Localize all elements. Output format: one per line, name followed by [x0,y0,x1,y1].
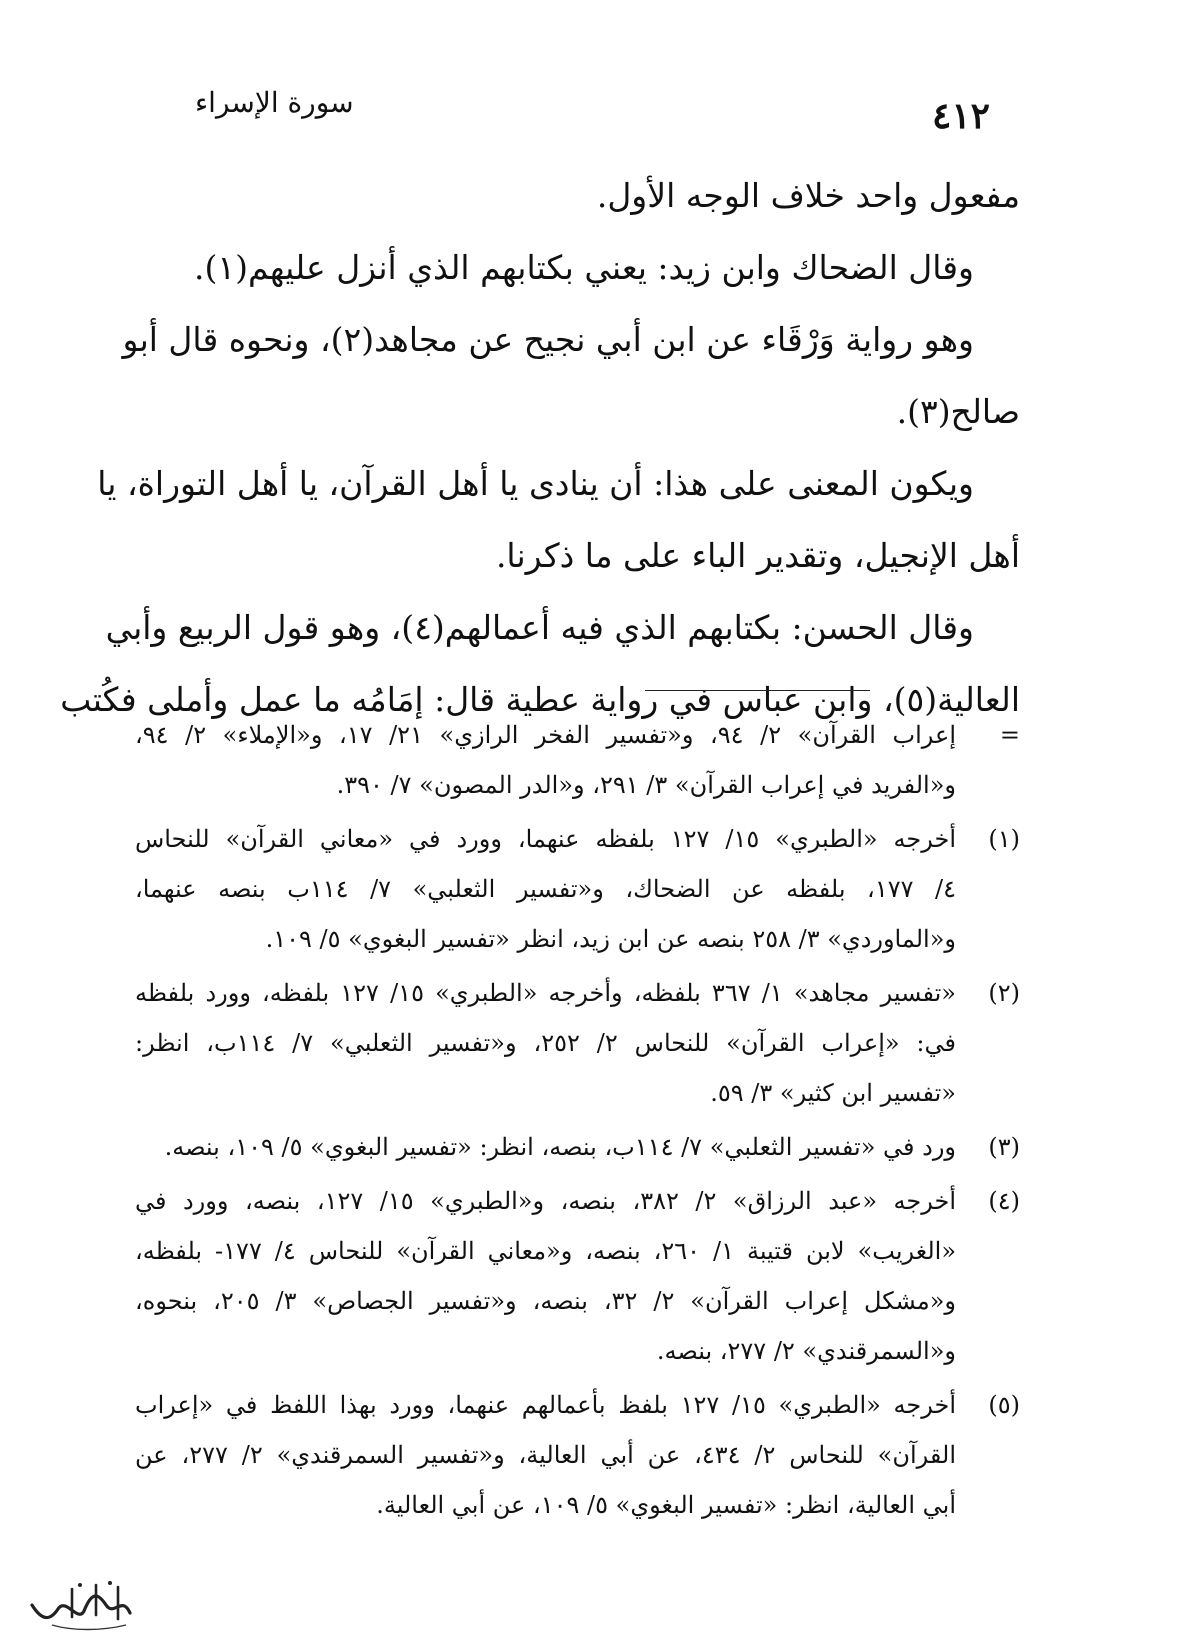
main-line: وقال الحسن: بكتابهم الذي فيه أعمالهم(٤)، وهو قول الربيع وأبي [105,608,974,647]
footnote-line: في: «إعراب القرآن» للنحاس ٢/ ٢٥٢، و«تفسير الثعلبي» ٧/ ١١٤ب، انظر: [135,1029,956,1057]
footnote-line: أخرجه «الطبري» ١٥/ ١٢٧ بلفظ بأعمالهم عنهما، وورد بهذا اللفظ في «إعراب [135,1391,956,1419]
footnote-line: أبي العالية، انظر: «تفسير البغوي» ٥/ ١٠٩، عن أبي العالية. [376,1491,956,1519]
footnote-line: و«السمرقندي» ٢/ ٢٧٧، بنصه. [656,1337,956,1365]
footnote-3 [135,1122,1020,1172]
main-line: ويكون المعنى على هذا: أن ينادى يا أهل القرآن، يا أهل التوراة، يا [97,464,974,503]
footnotes [135,710,1020,1534]
footnote-2 [135,968,1020,1118]
main-text [60,160,1020,736]
footnote-line: القرآن» للنحاس ٢/ ٤٣٤، عن أبي العالية، و«تفسير السمرقندي» ٢/ ٢٧٧، عن [135,1441,957,1469]
running-header-surah-title: سورة الإسراء [195,86,354,119]
footnote-1 [135,814,1020,964]
footnote-line: و«الفريد في إعراب القرآن» ٣/ ٢٩١، و«الدر المصون» ٧/ ٣٩٠. [336,771,956,799]
footnote-line: إعراب القرآن» ٢/ ٩٤، و«تفسير الفخر الرازي» ٢١/ ١٧، و«الإملاء» ٢/ ٩٤، [135,721,957,749]
footnote-continued [135,710,1020,810]
footnote-marker: = [999,721,1020,749]
page-number: ٤١٢ [931,95,990,137]
main-line: وقال الضحاك وابن زيد: يعني بكتابهم الذي أنزل عليهم(١). [193,248,974,287]
footnote-5 [135,1380,1020,1530]
footnote-marker: (٤) [988,1187,1020,1215]
footnote-line: «تفسير ابن كثير» ٣/ ٥٩. [710,1079,956,1107]
main-line: أهل الإنجيل، وتقدير الباء على ما ذكرنا. [495,536,1020,575]
main-line: وهو رواية وَرْقَاء عن ابن أبي نجيح عن مجاهد(٢)، ونحوه قال أبو [122,320,974,359]
footnote-4 [135,1176,1020,1376]
footnote-marker: (٣) [988,1133,1020,1161]
footnote-line: أخرجه «عبد الرزاق» ٢/ ٣٨٢، بنصه، و«الطبري» ١٥/ ١٢٧، بنصه، وورد في [135,1187,957,1215]
footnote-line: و«مشكل إعراب القرآن» ٢/ ٣٢، بنصه، و«تفسير الجصاص» ٣/ ٢٠٥، بنحوه، [135,1287,957,1315]
main-line: مفعول واحد خلاف الوجه الأول. [596,176,1020,215]
footnote-line: ورد في «تفسير الثعلبي» ٧/ ١١٤ب، بنصه، انظر: «تفسير البغوي» ٥/ ١٠٩، بنصه. [164,1133,956,1161]
footnote-line: ٤/ ١٧٧، بلفظه عن الضحاك، و«تفسير الثعلبي» ٧/ ١١٤ب بنصه عنهما، [135,875,957,903]
footnote-marker: (١) [988,825,1020,853]
footnote-line: أخرجه «الطبري» ١٥/ ١٢٧ بلفظه عنهما، وورد في «معاني القرآن» للنحاس [135,825,956,853]
footnote-marker: (٥) [988,1391,1020,1419]
footnote-line: «تفسير مجاهد» ١/ ٣٦٧ بلفظه، وأخرجه «الطبري» ١٥/ ١٢٧ بلفظه، وورد بلفظه [135,979,956,1007]
footnote-line: «الغريب» لابن قتيبة ١/ ٢٦٠، بنصه، و«معاني القرآن» للنحاس ٤/ ١٧٧- بلفظه، [135,1237,957,1265]
main-line: العالية(٥)، وابن عباس في رواية عطية قال: إمَامُه ما عمل وأملى فكُتب [60,680,1020,719]
publisher-logo-stamp [22,1575,142,1635]
footnote-line: و«الماوردي» ٣/ ٢٥٨ بنصه عن ابن زيد، انظر «تفسير البغوي» ٥/ ١٠٩. [265,925,956,953]
footnote-separator [645,690,870,691]
main-line: صالح(٣). [896,392,1020,431]
footnote-marker: (٢) [988,979,1020,1007]
